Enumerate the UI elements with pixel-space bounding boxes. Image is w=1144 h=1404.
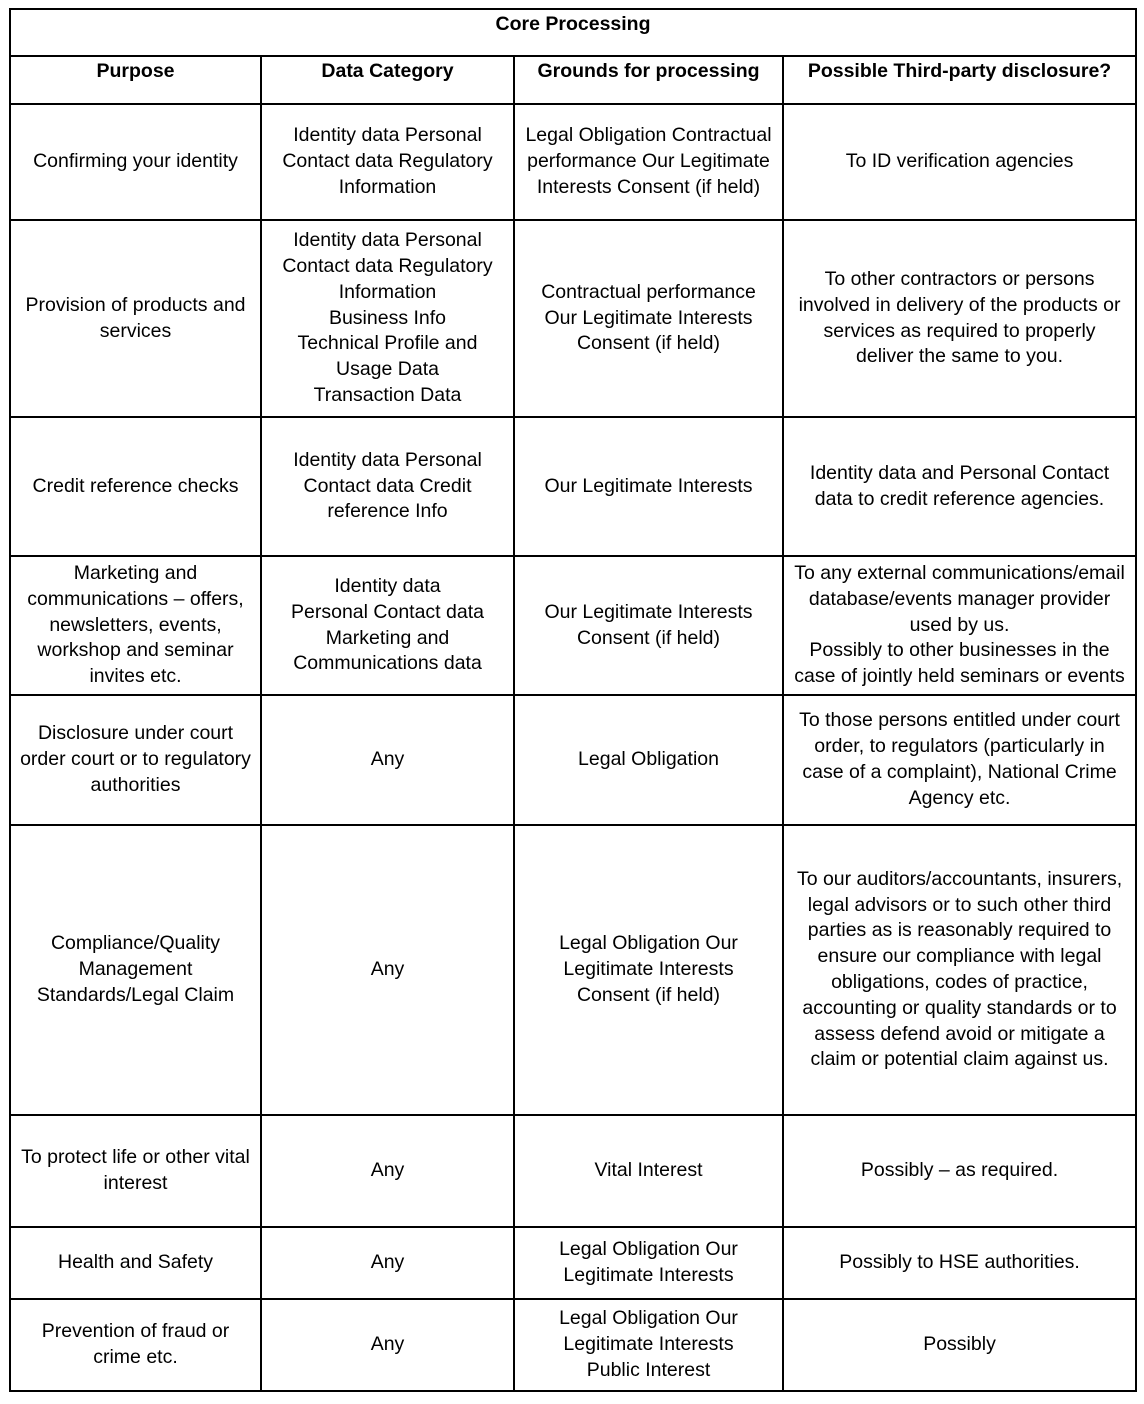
- cell-disclosure: To ID verification agencies: [783, 104, 1136, 220]
- cell-purpose: Disclosure under court order court or to regulatory authorities: [10, 695, 261, 825]
- table-row: [10, 220, 1136, 417]
- cell-purpose: Confirming your identity: [10, 104, 261, 220]
- cell-data-category: Any: [261, 1227, 514, 1299]
- table-row: [10, 104, 1136, 220]
- cell-data-category: Any: [261, 825, 514, 1115]
- table-row: [10, 695, 1136, 825]
- core-processing-table: [9, 8, 1137, 1392]
- cell-grounds: Our Legitimate Interests Consent (if held): [514, 556, 783, 695]
- cell-purpose: Marketing and communications – offers, newsletters, events, workshop and seminar invites etc.: [10, 556, 261, 695]
- header-purpose: Purpose: [10, 56, 261, 104]
- cell-data-category: Identity data Personal Contact data Regulatory Information Business Info Technical Profile and Usage Data Transaction Data: [261, 220, 514, 417]
- header-data-category: Data Category: [261, 56, 514, 104]
- cell-grounds: Legal Obligation Our Legitimate Interests Consent (if held): [514, 825, 783, 1115]
- cell-data-category: Identity data Personal Contact data Credit reference Info: [261, 417, 514, 556]
- cell-purpose: Provision of products and services: [10, 220, 261, 417]
- cell-disclosure: To any external communications/email database/events manager provider used by us. Possibly to other businesses in the case of jointly held seminars or events: [783, 556, 1136, 695]
- cell-data-category: Identity data Personal Contact data Regulatory Information: [261, 104, 514, 220]
- core-processing-table-wrapper: [9, 8, 1135, 1392]
- cell-disclosure: To those persons entitled under court order, to regulators (particularly in case of a complaint), National Crime Agency etc.: [783, 695, 1136, 825]
- cell-grounds: Legal Obligation Our Legitimate Interests: [514, 1227, 783, 1299]
- cell-data-category: Any: [261, 695, 514, 825]
- cell-disclosure: Possibly – as required.: [783, 1115, 1136, 1227]
- cell-disclosure: Possibly: [783, 1299, 1136, 1391]
- title-row: [10, 9, 1136, 56]
- table-row: [10, 556, 1136, 695]
- cell-purpose: Compliance/Quality Management Standards/Legal Claim: [10, 825, 261, 1115]
- cell-grounds: Legal Obligation Contractual performance Our Legitimate Interests Consent (if held): [514, 104, 783, 220]
- table-row: [10, 825, 1136, 1115]
- cell-data-category: Any: [261, 1299, 514, 1391]
- cell-grounds: Legal Obligation Our Legitimate Interests Public Interest: [514, 1299, 783, 1391]
- cell-grounds: Vital Interest: [514, 1115, 783, 1227]
- header-grounds: Grounds for processing: [514, 56, 783, 104]
- table-row: [10, 417, 1136, 556]
- cell-data-category: Any: [261, 1115, 514, 1227]
- cell-disclosure: To other contractors or persons involved in delivery of the products or services as required to properly deliver the same to you.: [783, 220, 1136, 417]
- cell-grounds: Our Legitimate Interests: [514, 417, 783, 556]
- cell-purpose: Credit reference checks: [10, 417, 261, 556]
- table-row: [10, 1299, 1136, 1391]
- table-title: Core Processing: [10, 9, 1136, 56]
- cell-purpose: Prevention of fraud or crime etc.: [10, 1299, 261, 1391]
- table-row: [10, 1227, 1136, 1299]
- header-disclosure: Possible Third-party disclosure?: [783, 56, 1136, 104]
- cell-purpose: To protect life or other vital interest: [10, 1115, 261, 1227]
- cell-disclosure: To our auditors/accountants, insurers, legal advisors or to such other third parties as is reasonably required to ensure our compliance with legal obligations, codes of practice, accounting or quality standards or to assess defend avoid or mitigate a claim or potential claim against us.: [783, 825, 1136, 1115]
- cell-grounds: Contractual performance Our Legitimate Interests Consent (if held): [514, 220, 783, 417]
- header-row: [10, 56, 1136, 104]
- cell-grounds: Legal Obligation: [514, 695, 783, 825]
- cell-disclosure: Identity data and Personal Contact data to credit reference agencies.: [783, 417, 1136, 556]
- table-row: [10, 1115, 1136, 1227]
- cell-disclosure: Possibly to HSE authorities.: [783, 1227, 1136, 1299]
- cell-data-category: Identity data Personal Contact data Marketing and Communications data: [261, 556, 514, 695]
- cell-purpose: Health and Safety: [10, 1227, 261, 1299]
